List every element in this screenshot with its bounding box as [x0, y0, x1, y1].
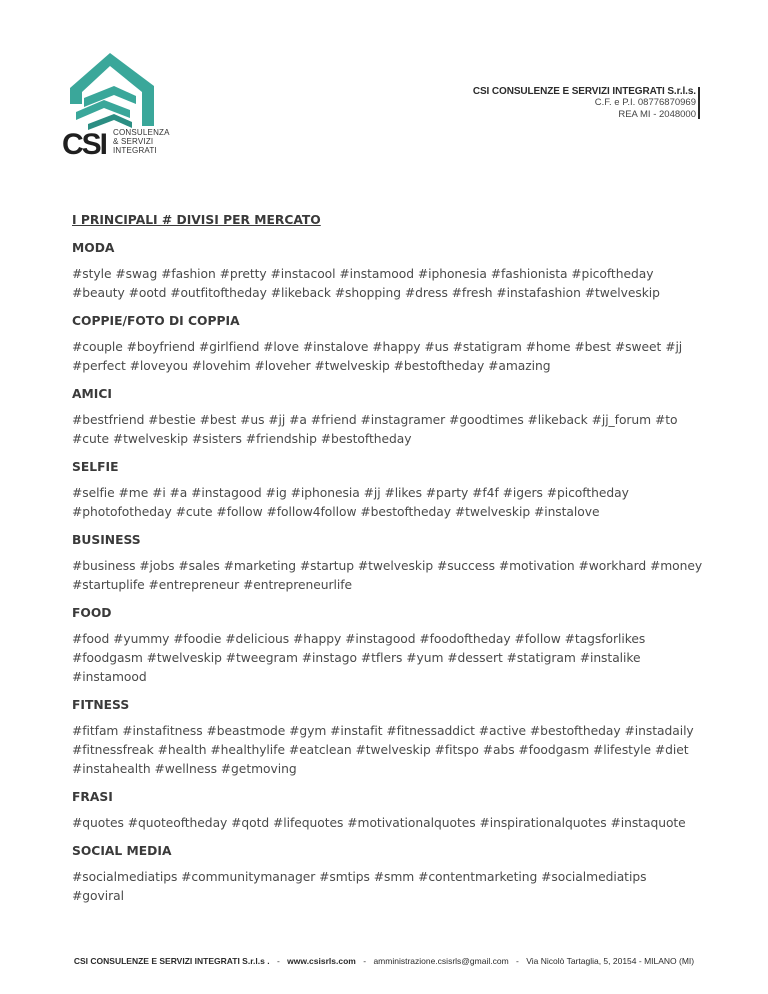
hashtag-line: #style #swag #fashion #pretty #instacool #instamood #iphonesia #fashionista #picoftheday	[72, 267, 654, 281]
page-footer	[0, 956, 768, 966]
section-title: AMICI	[72, 387, 112, 401]
hashtag-line: #socialmediatips #communitymanager #smtips #smm #contentmarketing #socialmediatips	[72, 870, 647, 884]
logo-tagline	[113, 128, 170, 155]
hashtag-list	[72, 630, 712, 687]
section-coppie	[72, 314, 712, 376]
footer-company: CSI CONSULENZE E SERVIZI INTEGRATI S.r.l.s .	[73, 956, 270, 966]
hashtag-line: #couple #boyfriend #girlfiend #love #instalove #happy #us #statigram #home #best #sweet #jj	[72, 340, 683, 354]
hashtag-line: #fitnessfreak #health #healthylife #eatclean #twelveskip #fitspo #abs #foodgasm #lifestyle #diet	[72, 743, 689, 757]
company-info	[473, 86, 696, 121]
section-food	[72, 606, 712, 687]
company-rea: REA MI - 2048000	[618, 109, 696, 120]
company-divider	[698, 87, 700, 119]
hashtag-line: #instahealth #wellness #getmoving	[72, 762, 297, 776]
hashtag-list	[72, 265, 712, 303]
logo-tagline-line: INTEGRATI	[113, 146, 157, 155]
company-name: CSI CONSULENZE E SERVIZI INTEGRATI S.r.l.s.	[472, 86, 696, 97]
section-title: BUSINESS	[72, 533, 141, 547]
hashtag-list	[72, 557, 712, 595]
section-frasi	[72, 790, 712, 833]
logo-tagline-line: CONSULENZA	[113, 128, 170, 137]
hashtag-line: #cute #twelveskip #sisters #friendship #bestoftheday	[72, 432, 412, 446]
section-title: SOCIAL MEDIA	[72, 844, 172, 858]
hashtag-line: #business #jobs #sales #marketing #startup #twelveskip #success #motivation #workhard #money	[72, 559, 703, 573]
main-title: I PRINCIPALI # DIVISI PER MERCATO	[72, 213, 321, 227]
section-moda	[72, 241, 712, 303]
hashtag-list	[72, 338, 712, 376]
hashtag-line: #photofotheday #cute #follow #follow4follow #bestoftheday #twelveskip #instalove	[72, 505, 600, 519]
section-fitness	[72, 698, 712, 779]
document-body	[72, 213, 712, 917]
hashtag-line: #bestfriend #bestie #best #us #jj #a #friend #instagramer #goodtimes #likeback #jj_forum #to	[72, 413, 678, 427]
logo-mark-text: CSI	[62, 128, 107, 161]
section-business	[72, 533, 712, 595]
hashtag-list	[72, 411, 712, 449]
section-amici	[72, 387, 712, 449]
hashtag-line: #food #yummy #foodie #delicious #happy #instagood #foodoftheday #follow #tagsforlikes	[72, 632, 646, 646]
hashtag-line: #startuplife #entrepreneur #entrepreneurlife	[72, 578, 353, 592]
hashtag-line: #foodgasm #twelveskip #tweegram #instago #tflers #yum #dessert #statigram #instalike	[72, 651, 641, 665]
company-vat: C.F. e P.I. 08776870969	[594, 97, 696, 108]
footer-address: Via Nicolò Tartaglia, 5, 20154 - MILANO (MI)	[526, 956, 695, 966]
section-title: COPPIE/FOTO DI COPPIA	[72, 314, 240, 328]
hashtag-line: #goviral	[72, 889, 124, 903]
footer-separator: -	[516, 956, 519, 966]
section-title: SELFIE	[72, 460, 119, 474]
hashtag-line: #perfect #loveyou #lovehim #loveher #twelveskip #bestoftheday #amazing	[72, 359, 551, 373]
hashtag-line: #beauty #ootd #outfitoftheday #likeback #shopping #dress #fresh #instafashion #twelveskip	[72, 286, 660, 300]
footer-email-link[interactable]: amministrazione.csisrls@gmail.com	[373, 956, 509, 966]
hashtag-line: #selfie #me #i #a #instagood #ig #iphonesia #jj #likes #party #f4f #igers #picoftheday	[72, 486, 629, 500]
hashtag-list	[72, 868, 712, 906]
section-title: MODA	[72, 241, 115, 255]
hashtag-line: #quotes #quoteoftheday #qotd #lifequotes #motivationalquotes #inspirationalquotes #instaquote	[72, 816, 686, 830]
footer-website-link[interactable]: www.csisrls.com	[287, 956, 356, 966]
house-mark-icon	[70, 53, 154, 130]
section-social-media	[72, 844, 712, 906]
hashtag-line: #instamood	[72, 670, 147, 684]
logo-tagline-line: & SERVIZI	[113, 137, 154, 146]
hashtag-line: #fitfam #instafitness #beastmode #gym #instafit #fitnessaddict #active #bestoftheday #instadaily	[72, 724, 694, 738]
hashtag-list	[72, 814, 712, 833]
hashtag-list	[72, 484, 712, 522]
footer-separator: -	[363, 956, 367, 966]
section-selfie	[72, 460, 712, 522]
footer-separator: -	[276, 956, 280, 966]
hashtag-list	[72, 722, 712, 779]
section-title: FITNESS	[72, 698, 130, 712]
section-title: FRASI	[72, 790, 113, 804]
section-title: FOOD	[72, 606, 112, 620]
